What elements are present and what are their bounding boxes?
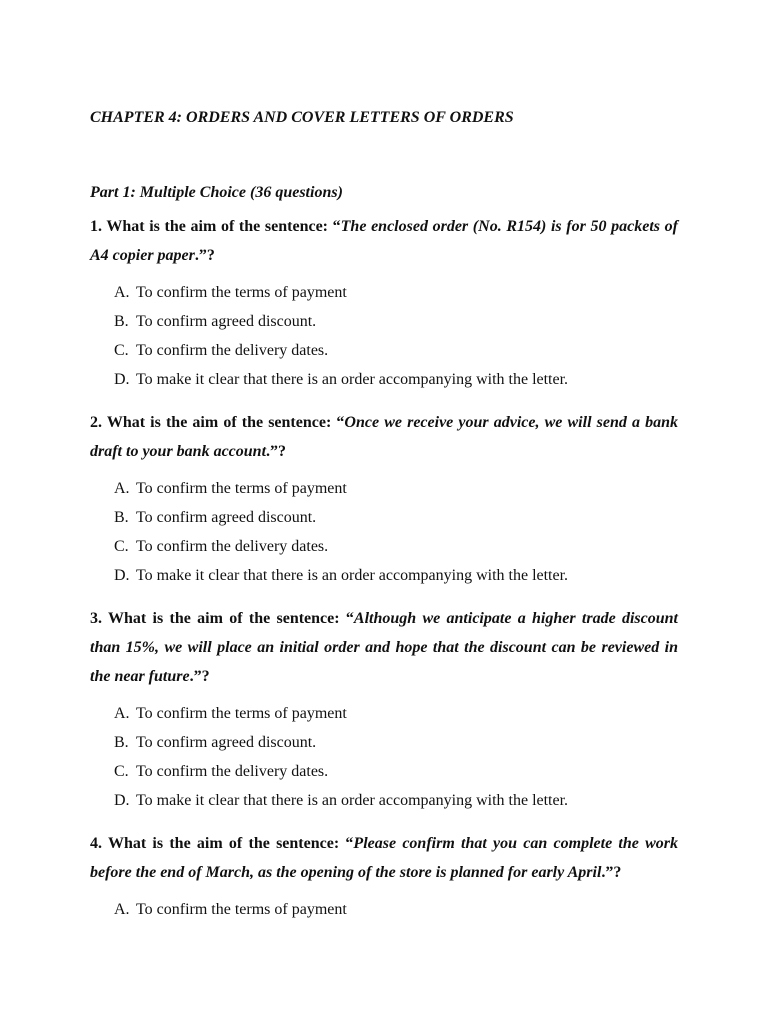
answer-option-a bbox=[114, 699, 678, 728]
option-text: To confirm the delivery dates. bbox=[136, 342, 329, 359]
option-text: To confirm agreed discount. bbox=[136, 509, 317, 526]
option-text: To confirm the terms of payment bbox=[136, 705, 347, 722]
option-letter: B. bbox=[114, 509, 129, 526]
option-text: To confirm agreed discount. bbox=[136, 313, 317, 330]
option-letter: C. bbox=[114, 342, 129, 359]
option-letter: A. bbox=[114, 901, 130, 918]
question-suffix: .”? bbox=[194, 247, 215, 264]
question-4 bbox=[90, 829, 678, 924]
answer-option-a bbox=[114, 278, 678, 307]
question-text bbox=[90, 604, 678, 691]
option-text: To confirm the terms of payment bbox=[136, 480, 347, 497]
answer-option-b bbox=[114, 307, 678, 336]
option-letter: D. bbox=[114, 567, 130, 584]
option-letter: B. bbox=[114, 734, 129, 751]
chapter-title: CHAPTER 4: ORDERS AND COVER LETTERS OF ORDERS bbox=[90, 109, 514, 126]
option-text: To confirm the terms of payment bbox=[136, 284, 347, 301]
question-1 bbox=[90, 212, 678, 394]
question-suffix: .”? bbox=[266, 443, 287, 460]
answer-option-a bbox=[114, 895, 678, 924]
option-letter: A. bbox=[114, 284, 130, 301]
question-suffix: .”? bbox=[189, 668, 210, 685]
question-quote: Once we receive your advice, we will send a bank draft to your bank account bbox=[90, 414, 678, 460]
answer-option-b bbox=[114, 728, 678, 757]
answer-options bbox=[90, 474, 678, 590]
answer-option-c bbox=[114, 532, 678, 561]
answer-option-d bbox=[114, 561, 678, 590]
question-prefix: 4. What is the aim of the sentence: “ bbox=[90, 835, 354, 852]
option-letter: D. bbox=[114, 371, 130, 388]
question-quote: Please confirm that you can complete the work before the end of March, as the opening of the store is planned for early April bbox=[90, 835, 679, 881]
answer-option-d bbox=[114, 365, 678, 394]
part-title: Part 1: Multiple Choice (36 questions) bbox=[90, 184, 343, 201]
answer-options bbox=[90, 699, 678, 815]
answer-option-c bbox=[114, 336, 678, 365]
option-letter: A. bbox=[114, 480, 130, 497]
option-letter: C. bbox=[114, 763, 129, 780]
option-text: To confirm the delivery dates. bbox=[136, 538, 329, 555]
answer-option-d bbox=[114, 786, 678, 815]
option-letter: B. bbox=[114, 313, 129, 330]
option-letter: C. bbox=[114, 538, 129, 555]
answer-option-b bbox=[114, 503, 678, 532]
question-prefix: 1. What is the aim of the sentence: “ bbox=[90, 218, 341, 235]
answer-option-c bbox=[114, 757, 678, 786]
question-text bbox=[90, 408, 678, 466]
option-text: To confirm the terms of payment bbox=[136, 901, 347, 918]
option-text: To make it clear that there is an order accompanying with the letter. bbox=[136, 567, 569, 584]
question-quote: Although we anticipate a higher trade discount than 15%, we will place an initial order and hope that the discount can be reviewed in the near future bbox=[90, 610, 678, 685]
question-quote: The enclosed order (No. R154) is for 50 packets of A4 copier paper bbox=[90, 218, 679, 264]
question-suffix: .”? bbox=[601, 864, 622, 881]
question-prefix: 2. What is the aim of the sentence: “ bbox=[90, 414, 345, 431]
option-letter: D. bbox=[114, 792, 130, 809]
question-2 bbox=[90, 408, 678, 590]
option-text: To confirm agreed discount. bbox=[136, 734, 317, 751]
question-text bbox=[90, 212, 678, 270]
question-text bbox=[90, 829, 678, 887]
answer-options bbox=[90, 278, 678, 394]
option-letter: A. bbox=[114, 705, 130, 722]
question-prefix: 3. What is the aim of the sentence: “ bbox=[90, 610, 354, 627]
option-text: To make it clear that there is an order accompanying with the letter. bbox=[136, 371, 569, 388]
answer-options bbox=[90, 895, 678, 924]
option-text: To make it clear that there is an order accompanying with the letter. bbox=[136, 792, 569, 809]
option-text: To confirm the delivery dates. bbox=[136, 763, 329, 780]
question-3 bbox=[90, 604, 678, 815]
answer-option-a bbox=[114, 474, 678, 503]
